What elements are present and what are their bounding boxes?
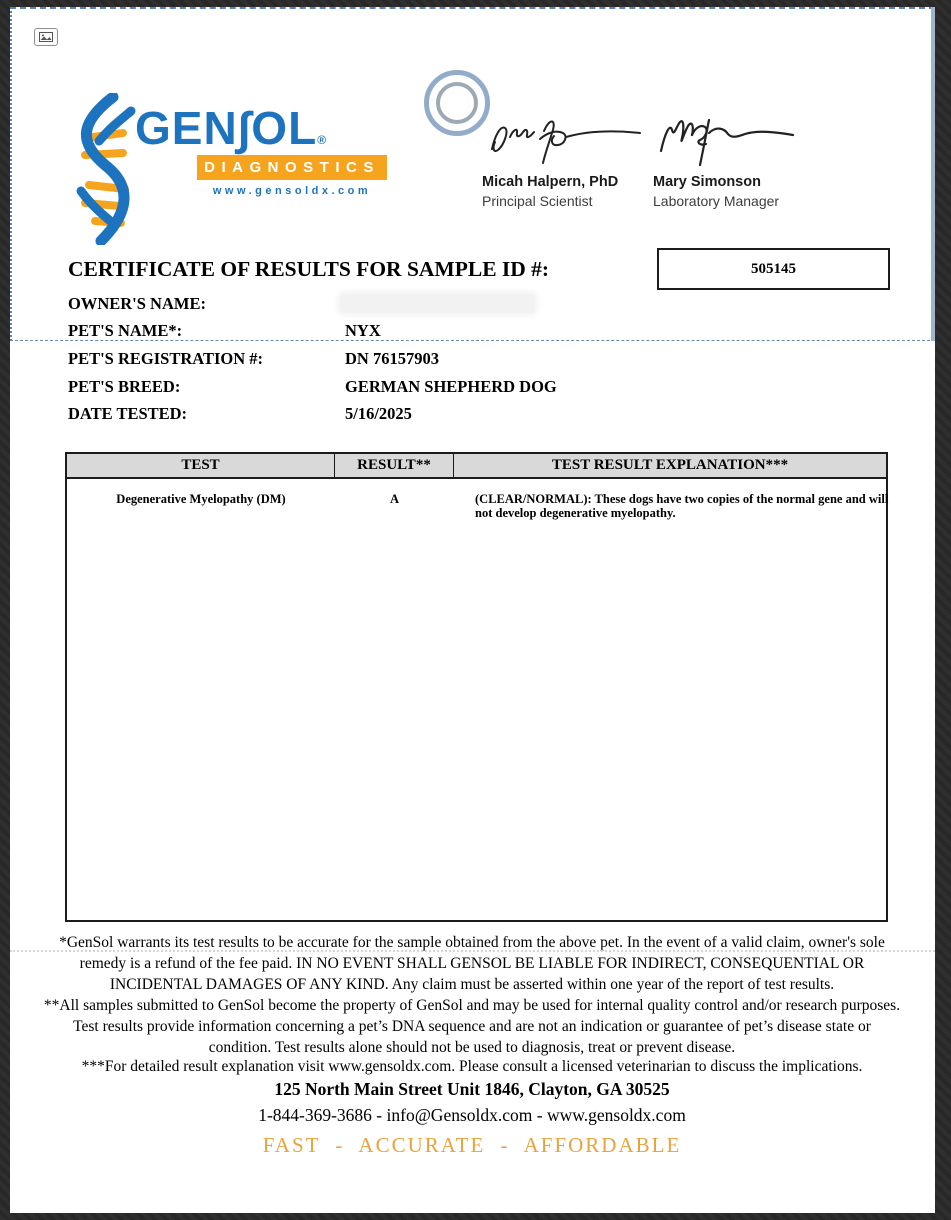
logo-website: www.gensoldx.com xyxy=(212,185,372,197)
results-table-header xyxy=(67,454,886,479)
company-contact: 1-844-369-3686 - info@Gensoldx.com - www.gensoldx.com xyxy=(258,1105,686,1125)
field-label: PET'S NAME*: xyxy=(68,321,183,340)
page-break-dotted-line xyxy=(10,950,935,952)
results-table xyxy=(65,452,888,922)
field-pets-registration xyxy=(68,349,888,371)
redacted-owner-name xyxy=(340,294,535,313)
image-selection-border-top xyxy=(10,7,935,9)
dna-helix-icon xyxy=(73,93,137,245)
field-date-tested xyxy=(68,404,888,426)
signatory-principal-scientist xyxy=(482,107,652,209)
signatory-name: Mary Simonson xyxy=(653,174,761,190)
logo-subtitle: DIAGNOSTICS xyxy=(197,155,387,180)
column-header-explanation: TEST RESULT EXPLANATION*** xyxy=(551,457,789,473)
image-selection-border-right xyxy=(931,7,935,341)
image-selection-border-left xyxy=(10,7,12,341)
image-placeholder-icon[interactable] xyxy=(34,28,58,46)
signatory-title: Principal Scientist xyxy=(482,193,593,209)
field-owners-name xyxy=(68,294,888,316)
test-name: Degenerative Myelopathy (DM) xyxy=(116,492,286,506)
field-value: GERMAN SHEPHERD DOG xyxy=(345,377,557,396)
field-label: PET'S BREED: xyxy=(68,377,181,396)
footnote-explanation: ***For detailed result explanation visit www.gensoldx.com. Please consult a licensed veterinarian to discuss the implications. xyxy=(81,1058,863,1075)
logo-wordmark: GEN∫OL® xyxy=(135,102,328,154)
field-value: 5/16/2025 xyxy=(345,404,412,423)
sample-id-value: 505145 xyxy=(751,260,796,277)
sample-id-box xyxy=(657,248,890,290)
company-tagline: FAST - ACCURATE - AFFORDABLE xyxy=(262,1133,682,1157)
test-result: A xyxy=(389,492,400,506)
column-header-result: RESULT** xyxy=(335,454,454,477)
footnote-samples: **All samples submitted to GenSol become the property of GenSol and may be used for internal quality control and/or research purposes. Test results provide information concerning a pet’s DNA sequence and are not an indication or guarantee of pet’s disease state or condition. Test results alone should not be used to diagnosis, treat or prevent disease. xyxy=(43,997,901,1056)
seal-inner-ring xyxy=(436,82,478,124)
footnote-warranty: *GenSol warrants its test results to be accurate for the sample obtained from the above pet. In the event of a valid claim, owner's sole remedy is a refund of the fee paid. IN NO EVENT SHALL GENSOL BE LIABLE FOR INDIRECT, CONSEQUENTIAL OR INCIDENTAL DAMAGES OF ANY KIND. Any claim must be asserted within one year of the report of test results. xyxy=(59,934,885,993)
company-address: 125 North Main Street Unit 1846, Clayton, GA 30525 xyxy=(274,1079,670,1099)
field-pets-name xyxy=(68,321,888,343)
field-value: DN 76157903 xyxy=(345,349,439,368)
certificate-title: CERTIFICATE OF RESULTS FOR SAMPLE ID #: xyxy=(68,257,550,281)
signatory-name: Micah Halpern, PhD xyxy=(482,174,619,190)
signature-mary-simonson xyxy=(653,107,803,169)
field-label: OWNER'S NAME: xyxy=(68,294,206,313)
field-label: PET'S REGISTRATION #: xyxy=(68,349,263,368)
signatory-laboratory-manager xyxy=(653,107,803,209)
field-pets-breed xyxy=(68,377,888,399)
field-label: DATE TESTED: xyxy=(68,404,188,423)
test-result-explanation: (CLEAR/NORMAL): These dogs have two copies of the normal gene and will not develop degenerative myelopathy. xyxy=(475,492,889,520)
table-row xyxy=(67,479,889,922)
registered-mark: ® xyxy=(317,133,328,147)
embossed-seal-icon xyxy=(424,70,490,136)
image-glyph-icon xyxy=(39,32,53,42)
gensol-logo xyxy=(73,93,403,249)
signature-micah-halpern xyxy=(482,107,652,169)
document-page[interactable] xyxy=(10,7,935,1213)
signatory-title: Laboratory Manager xyxy=(653,193,780,209)
field-value: NYX xyxy=(345,321,381,340)
column-header-test: TEST xyxy=(67,454,335,477)
